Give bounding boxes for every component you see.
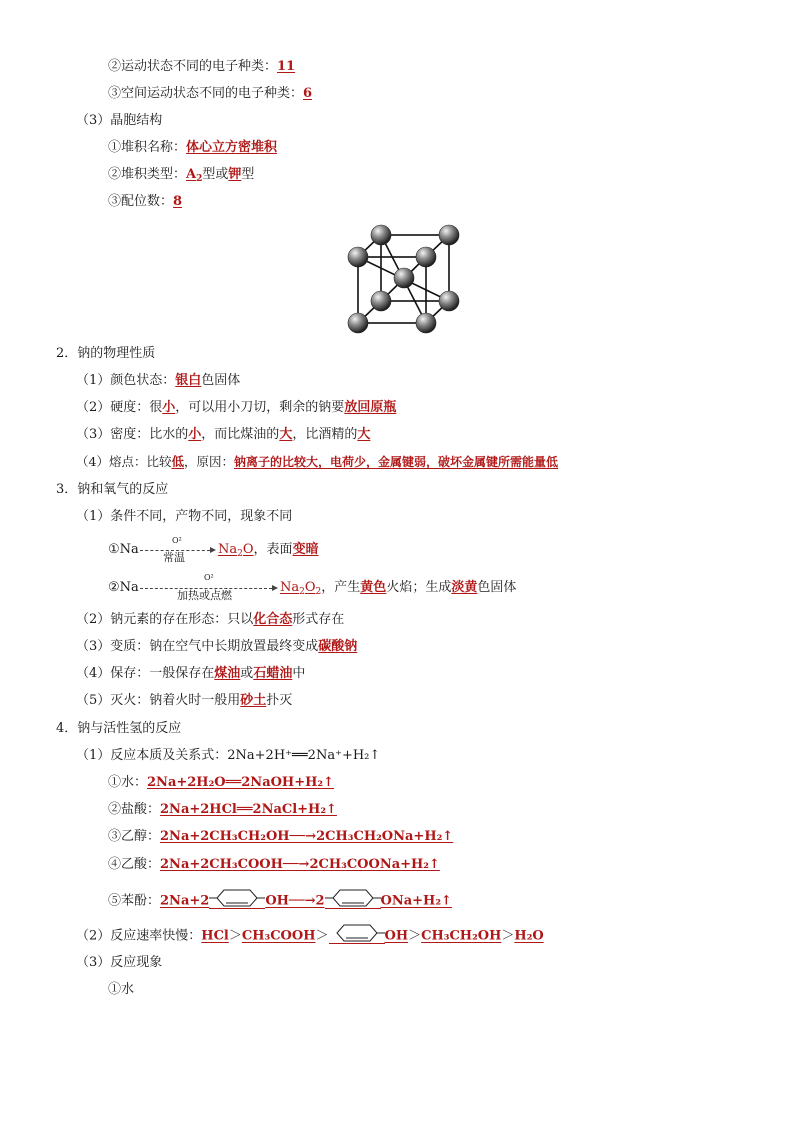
benzene-ring-icon: [329, 922, 385, 950]
equation: ONa+H₂↑: [380, 893, 452, 909]
text: 扑灭: [266, 693, 293, 708]
text: ，原因：: [183, 454, 234, 469]
answer: 8: [173, 194, 183, 209]
crystal-cell-heading: （3）晶胞结构: [76, 113, 163, 128]
greater-than: ＞: [315, 928, 329, 944]
hcl-equation-line: [108, 801, 337, 819]
atom-sphere: [371, 291, 391, 311]
atom-sphere: [371, 225, 391, 245]
equation: OH──→2: [265, 893, 325, 909]
answer: CH₃COOH: [241, 928, 316, 944]
product: O: [304, 580, 316, 595]
label: ④乙酸：: [108, 857, 161, 872]
hardness-line: [76, 399, 396, 417]
reaction-1-reactant: ①Na: [108, 542, 139, 557]
water-equation-line: [108, 774, 334, 792]
answer: 砂土: [240, 693, 267, 708]
benzene-ring-icon: [325, 887, 381, 915]
text: 型: [241, 167, 255, 182]
packing-type-line: [108, 166, 254, 184]
electron-motion-types-line: [108, 58, 295, 76]
label: （5）灭火：钠着火时一般用: [76, 693, 241, 708]
answer: 淡黄: [451, 580, 478, 595]
greater-than: ＞: [228, 928, 242, 944]
subscript: 2: [237, 549, 243, 559]
answer: H₂O: [514, 928, 544, 944]
equation: 2Na+2HCl══2NaCl+H₂↑: [160, 802, 337, 817]
reaction-2-result: [280, 579, 516, 597]
label: ①水：: [108, 775, 148, 790]
answer: 化合态: [253, 612, 293, 627]
text: ，表面: [253, 542, 293, 557]
answer: 体心立方密堆积: [186, 140, 278, 155]
text: 色固体: [477, 580, 517, 595]
text: ，而比煤油的: [201, 427, 280, 442]
product: O: [242, 542, 254, 557]
answer: 大: [357, 427, 371, 442]
coordination-number-line: [108, 193, 182, 211]
product: Na: [280, 580, 300, 595]
reaction-phenomena-heading: （3）反应现象: [76, 955, 163, 970]
label: （3）变质：钠在空气中长期放置最终变成: [76, 639, 319, 654]
existence-form-line: [76, 611, 344, 629]
arrowhead-icon: [210, 547, 216, 553]
reaction-1-result: [218, 541, 319, 559]
atom-sphere: [348, 313, 368, 333]
label: ③配位数：: [108, 194, 174, 209]
answer: CH₃CH₂OH: [421, 928, 502, 944]
answer: 煤油: [214, 666, 241, 681]
answer: 大: [279, 427, 293, 442]
reaction-rate-line: [76, 922, 544, 944]
label: ②运动状态不同的电子种类：: [108, 59, 278, 74]
equation: 2Na+2CH₃CH₂OH──→2CH₃CH₂ONa+H₂↑: [160, 829, 454, 844]
answer: 放回原瓶: [344, 400, 397, 415]
phenol-equation-line: [108, 887, 452, 909]
conditions-line: （1）条件不同，产物不同，现象不同: [76, 509, 293, 524]
atom-sphere-center: [394, 268, 414, 288]
reaction-2-reactant: ②Na: [108, 580, 139, 595]
reaction-1-condition: 常温: [163, 551, 185, 564]
spatial-motion-types-line: [108, 85, 312, 103]
text: ，可以用小刀切，剩余的钠要: [175, 400, 345, 415]
label: ③乙醇：: [108, 829, 161, 844]
arrowhead-icon: [272, 585, 278, 591]
text: ，比酒精的: [292, 427, 358, 442]
product: Na: [218, 542, 238, 557]
greater-than: ＞: [501, 928, 515, 944]
equation: 2Na+2: [160, 893, 210, 909]
reaction-2-reagent: O²: [204, 573, 214, 582]
color-state-line: [76, 372, 240, 390]
label: （2）反应速率快慢：: [76, 928, 202, 944]
equation: 2Na+2CH₃COOH──→2CH₃COONa+H₂↑: [160, 857, 440, 872]
answer: 碳酸钠: [318, 639, 358, 654]
subscript: 2: [315, 587, 322, 597]
text: ，产生: [321, 580, 361, 595]
answer: A: [186, 167, 197, 182]
answer: OH: [384, 928, 409, 944]
section-2-title: 2．钠的物理性质: [56, 346, 156, 361]
melting-point-line: [76, 453, 558, 471]
text: 或: [240, 666, 254, 681]
label: （3）密度：比水的: [76, 427, 189, 442]
label: ①堆积名称：: [108, 140, 187, 155]
label: （2）硬度：很: [76, 400, 163, 415]
greater-than: ＞: [408, 928, 422, 944]
answer: 石蜡油: [253, 666, 293, 681]
text: 中: [292, 666, 306, 681]
answer: 小: [162, 400, 176, 415]
section-3-title: 3．钠和氧气的反应: [56, 482, 169, 497]
deterioration-line: [76, 638, 357, 656]
density-line: [76, 426, 370, 444]
subscript: 2: [196, 174, 203, 184]
reaction-essence-line: （1）反应本质及关系式：2Na+2H⁺══2Na⁺+H₂↑: [76, 748, 381, 763]
equation: 2Na+2H₂O══2NaOH+H₂↑: [147, 775, 334, 790]
answer: 6: [303, 86, 313, 101]
answer: 钾: [228, 167, 242, 182]
answer: 变暗: [292, 542, 319, 557]
bcc-unit-cell-figure: [345, 221, 465, 337]
label: （4）保存：一般保存在: [76, 666, 215, 681]
benzene-ring-icon: [209, 887, 265, 915]
atom-sphere: [439, 291, 459, 311]
label: ②盐酸：: [108, 802, 161, 817]
atom-sphere: [416, 247, 436, 267]
answer: 小: [188, 427, 202, 442]
atom-sphere: [439, 225, 459, 245]
text: 型或: [202, 167, 229, 182]
section-4-title: 4．钠与活性氢的反应: [56, 721, 182, 736]
subscript: 2: [299, 587, 305, 597]
answer: 钠离子的比较大，电荷少，金属键弱，破坏金属键所需能量低: [234, 455, 559, 469]
answer: 11: [277, 59, 296, 74]
text: 色固体: [201, 373, 241, 388]
answer: HCl: [201, 928, 229, 944]
reaction-2-condition: 加热或点燃: [177, 589, 232, 602]
answer: 银白: [175, 373, 202, 388]
packing-name-line: [108, 139, 277, 157]
atom-sphere: [416, 313, 436, 333]
reaction-1-reagent: O²: [172, 536, 182, 545]
text: 火焰；生成: [386, 580, 452, 595]
text: 形式存在: [292, 612, 345, 627]
label: ②堆积类型：: [108, 167, 187, 182]
label: ③空间运动状态不同的电子种类：: [108, 86, 304, 101]
storage-line: [76, 665, 305, 683]
acetic-acid-equation-line: [108, 856, 440, 874]
answer: 黄色: [360, 580, 387, 595]
label: （4）熔点：比较: [76, 454, 172, 469]
label: （2）钠元素的存在形态：只以: [76, 612, 254, 627]
label: （1）颜色状态：: [76, 373, 176, 388]
answer: 低: [171, 454, 184, 469]
atom-sphere: [348, 247, 368, 267]
ethanol-equation-line: [108, 828, 453, 846]
label: ⑤苯酚：: [108, 893, 161, 909]
water-phenomena-line: ①水: [108, 982, 135, 997]
fire-extinguish-line: [76, 692, 292, 710]
